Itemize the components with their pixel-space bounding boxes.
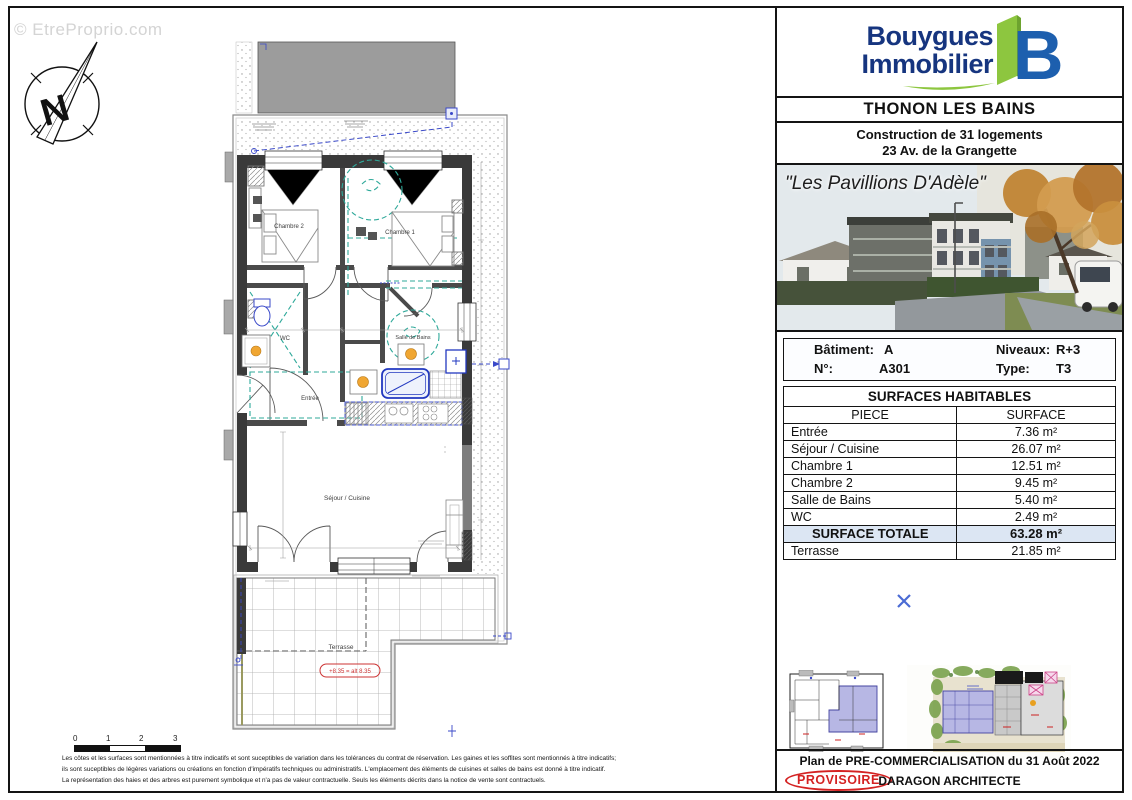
niveaux-label: Niveaux:	[996, 342, 1051, 357]
logo-b-icon	[997, 15, 1064, 94]
row-piece: Entrée	[791, 425, 828, 439]
row-surface: 12.51 m²	[956, 458, 1115, 474]
room-label-salle-de-bains: Salle de Bains	[395, 335, 431, 341]
total-value: 63.28 m²	[956, 526, 1115, 542]
row-surface: 7.36 m²	[956, 424, 1115, 440]
footer-section	[777, 749, 1122, 791]
row-piece: WC	[791, 510, 812, 524]
type-value: T3	[1056, 361, 1072, 376]
scale-segment-black2	[145, 746, 180, 751]
disclaimer-line1: Les côtes et les surfaces sont mentionnées à titre indicatifs et sont suceptibles de variation dans les tolérances du contrat de réservation. Les gaines et les soffites sont mentionnés à titre indicatifs;	[62, 755, 617, 762]
tiled-mat	[430, 371, 461, 398]
provisoire-stamp: PROVISOIRE	[785, 770, 892, 791]
bus-shape	[1075, 261, 1122, 312]
table-row	[784, 458, 1115, 475]
table-row	[784, 424, 1115, 441]
row-surface: 2.49 m²	[956, 509, 1115, 525]
room-label-chambre2: Chambre 2	[274, 224, 304, 230]
title-block-panel	[775, 8, 1122, 791]
batiment-value: A	[884, 342, 894, 357]
kitchen-counter-icon	[345, 402, 462, 425]
total-label: SURFACE TOTALE	[812, 526, 929, 541]
table-row	[784, 475, 1115, 492]
scale-segment-white	[110, 746, 145, 751]
terrasse-value: 21.85 m²	[956, 543, 1115, 559]
project-section	[777, 123, 1122, 165]
scale-bar	[73, 734, 193, 754]
watermark: © EtreProprio.com	[14, 20, 163, 39]
surfaces-column-headers	[784, 407, 1115, 424]
residence-title: "Les Pavillions D'Adèle"	[785, 173, 986, 194]
type-label: Type:	[996, 361, 1030, 376]
room-label-terrasse: Terrasse	[328, 644, 354, 651]
scale-tick-2: 2	[139, 734, 144, 743]
architect-name: DARAGON ARCHITECTE	[878, 774, 1021, 788]
row-piece: Chambre 1	[791, 459, 853, 473]
level-stamp	[320, 664, 380, 677]
terrasse-row	[784, 543, 1115, 559]
scale-tick-0: 0	[73, 734, 78, 743]
terrasse-label: Terrasse	[791, 544, 839, 558]
row-piece: Séjour / Cuisine	[791, 442, 880, 456]
x-mark-icon	[896, 593, 912, 609]
row-surface: 9.45 m²	[956, 475, 1115, 491]
disclaimer-line3: La représentation des haies et des arbres est purement symbolique et n'a pas de valeur contractuelle. Seuls les éléments décrits dans la notice de vente sont contractuels.	[62, 777, 546, 784]
svg-text:B: B	[1013, 16, 1064, 94]
room-label-entree: Entrée	[301, 396, 319, 402]
project-line2: 23 Av. de la Grangette	[882, 143, 1017, 158]
room-label-wc: WC	[280, 336, 290, 342]
total-row	[784, 526, 1115, 543]
surfaces-table	[783, 386, 1116, 560]
logo-section	[777, 8, 1122, 98]
plan-sheet	[8, 6, 1124, 793]
row-piece: Salle de Bains	[791, 493, 871, 507]
site-plan-thumbnail	[907, 665, 1071, 759]
project-line1: Construction de 31 logements	[856, 127, 1043, 142]
unit-info-box	[783, 338, 1116, 381]
scale-tick-3: 3	[173, 734, 178, 743]
logo-text-line1: Bouygues	[866, 21, 993, 51]
floor-plan-area	[10, 8, 775, 791]
numero-value: A301	[879, 361, 911, 376]
table-row	[784, 441, 1115, 458]
row-piece: Chambre 2	[791, 476, 853, 490]
scale-segment-black1	[75, 746, 110, 751]
bouygues-logo	[845, 12, 1065, 94]
niveaux-value: R+3	[1056, 342, 1081, 357]
compass-letter: N	[36, 87, 74, 135]
col-piece: PIECE	[851, 408, 889, 422]
room-label-sejour: Séjour / Cuisine	[324, 495, 370, 502]
scale-bar-segments	[74, 745, 181, 752]
surfaces-title: SURFACES HABITABLES	[784, 387, 1115, 407]
batiment-label: Bâtiment:	[814, 342, 874, 357]
table-row	[784, 492, 1115, 509]
casement-lines	[267, 170, 440, 205]
sejour-cabinet-icon	[446, 500, 463, 558]
terrace	[234, 575, 511, 737]
bathtub-icon	[382, 369, 429, 398]
numero-label: N°:	[814, 361, 833, 376]
logo-swoosh	[903, 83, 995, 90]
disclaimer-text	[62, 753, 712, 786]
logo-text-line2: Immobilier	[861, 49, 993, 79]
toilet-icon	[254, 299, 270, 326]
closet-basin-icon	[350, 370, 377, 394]
row-surface: 26.07 m²	[956, 441, 1115, 457]
upper-building-mass	[236, 42, 455, 113]
scale-tick-1: 1	[106, 734, 111, 743]
key-plan-thumbnail	[789, 670, 885, 752]
bath-vanity-icon	[398, 344, 424, 365]
city-bar	[777, 98, 1122, 123]
room-label-chambre1: Chambre 1	[385, 230, 415, 236]
north-arrow-icon	[25, 42, 99, 144]
table-row	[784, 509, 1115, 526]
plan-date-line: Plan de PRE-COMMERCIALISATION du 31 Août 2022	[799, 754, 1100, 768]
neighbour-wall-stubs	[224, 152, 233, 460]
row-surface: 5.40 m²	[956, 492, 1115, 508]
floor-plan-drawing	[10, 8, 775, 791]
col-surface: SURFACE	[956, 407, 1115, 423]
duct-box-icon	[446, 350, 466, 373]
disclaimer-line2: ils sont suceptibles de légères variations ou créations en fonction d'impératifs techniques ou administratifs. L'emplacement des éléments de cuisines et salles de bains est donné à titre indicatif.	[62, 766, 606, 773]
city-name: THONON LES BAINS	[863, 100, 1036, 118]
thumbnails-section	[777, 560, 1122, 749]
wc-washbasin-icon	[242, 335, 270, 367]
level-stamp-text: +8.35 = alt 8.35	[329, 669, 371, 675]
residence-photo	[777, 165, 1122, 332]
